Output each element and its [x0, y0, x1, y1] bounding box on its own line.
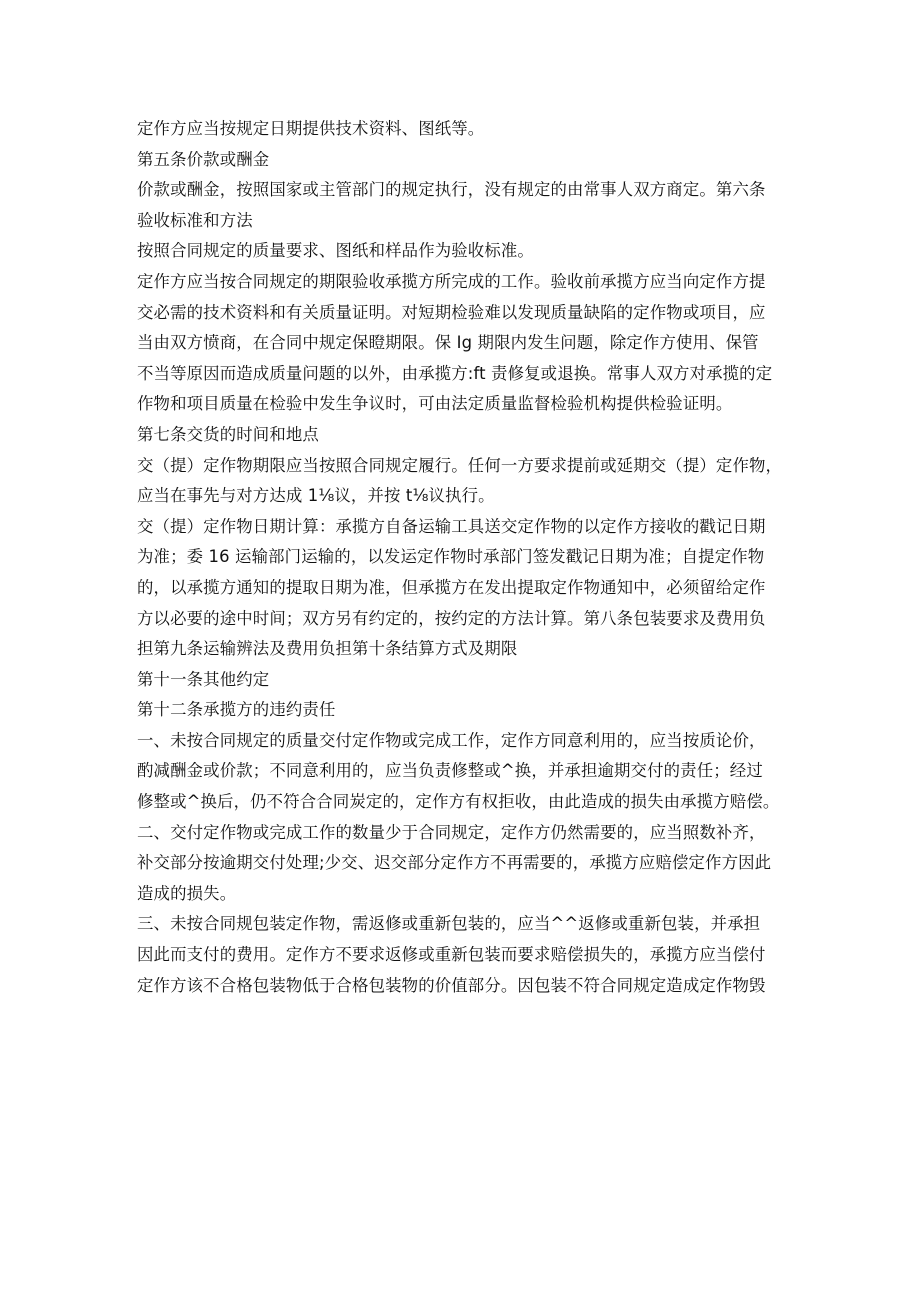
text-line: 方以必要的途中时间；双方另有约定的，按约定的方法计算。第八条包装要求及费用负: [137, 608, 766, 628]
section-heading: 第十二条承揽方的违约责任: [137, 700, 336, 720]
text-line: 三、未按合同规包装定作物，需返修或重新包装的，应当^^返修或重新包装，并承担: [137, 914, 761, 934]
text-line: 的，以承揽方通知的提取日期为准，但承揽方在发出提取定作物通知中，必须留给定作: [137, 577, 766, 597]
section-heading: 第七条交货的时间和地点: [137, 424, 319, 444]
text-line: 价款或酬金，按照国家或主管部门的规定执行，没有规定的由常事人双方商定。第六条: [137, 180, 766, 200]
text-line: 因此而支付的费用。定作方不要求返修或重新包装而要求赔偿损失的，承揽方应当偿付: [137, 945, 766, 965]
text-line: 定作方应当按规定日期提供技术资料、图纸等。: [137, 119, 485, 138]
text-line: 当由双方愤商，在合同中规定保瞪期限。保 Ig 期限内发生问题，除定作方使用、保管: [137, 333, 759, 353]
document-body: [137, 114, 797, 1001]
text-line: 修整或^换后，仍不符合合同炭定的，定作方有权拒收，由此造成的损失由承揽方赔偿。: [137, 792, 780, 812]
text-line: 交必需的技术资料和有关质量证明。对短期检验难以发现质量缺陷的定作物或项目，应: [137, 302, 766, 322]
text-line: 交（提）定作物日期计算：承揽方自备运输工具送交定作物的以定作方接收的戳记日期: [137, 516, 766, 536]
text-line: 一、未按合同规定的质量交付定作物或完成工作，定作方同意利用的，应当按质论价，: [137, 730, 766, 750]
text-line: 酌减酬金或价款；不同意利用的，应当负责修整或^换，并承担逾期交付的责任；经过: [137, 761, 763, 781]
text-line: 造成的损失。: [137, 883, 237, 903]
text-line: 应当在事先与对方达成 1⅛议，并按 t⅛议执行。: [137, 486, 495, 506]
text-line: 按照合同规定的质量要求、图纸和样品作为验收标准。: [137, 241, 534, 261]
text-line: 担第九条运输辨法及费用负担第十条结算方式及期限: [137, 639, 518, 659]
text-line: 二、交付定作物或完成工作的数量少于合同规定，定作方仍然需要的，应当照数补齐，: [137, 822, 766, 842]
text-line: 补交部分按逾期交付处理;少交、迟交部分定作方不再需要的，承揽方应赔偿定作方因此: [137, 853, 772, 873]
text-line: 定作方该不合格包装物低于合格包装物的价值部分。因包装不符合同规定造成定作物毁: [137, 975, 766, 995]
text-line: 为准；委 16 运输部门运输的，以发运定作物时承部门签发戳记日期为准；自提定作物: [137, 547, 765, 567]
text-line: 验收标准和方法: [137, 210, 253, 230]
text-line: 定作方应当按合同规定的期限验收承揽方所完成的工作。验收前承揽方应当向定作方提: [137, 271, 766, 291]
text-line: 不当等原因而造成质量问题的以外，由承揽方:ft 责修复或退换。常事人双方对承揽的定: [137, 363, 773, 383]
text-line: 交（提）定作物期限应当按照合同规定履行。任何一方要求提前或延期交（提）定作物，: [137, 455, 783, 475]
section-heading: 第十一条其他约定: [137, 669, 270, 689]
section-heading: 第五条价款或酬金: [137, 149, 270, 169]
text-line: 作物和项目质量在检验中发生争议时，可由法定质量监督检验机构提供检验证明。: [137, 394, 733, 414]
